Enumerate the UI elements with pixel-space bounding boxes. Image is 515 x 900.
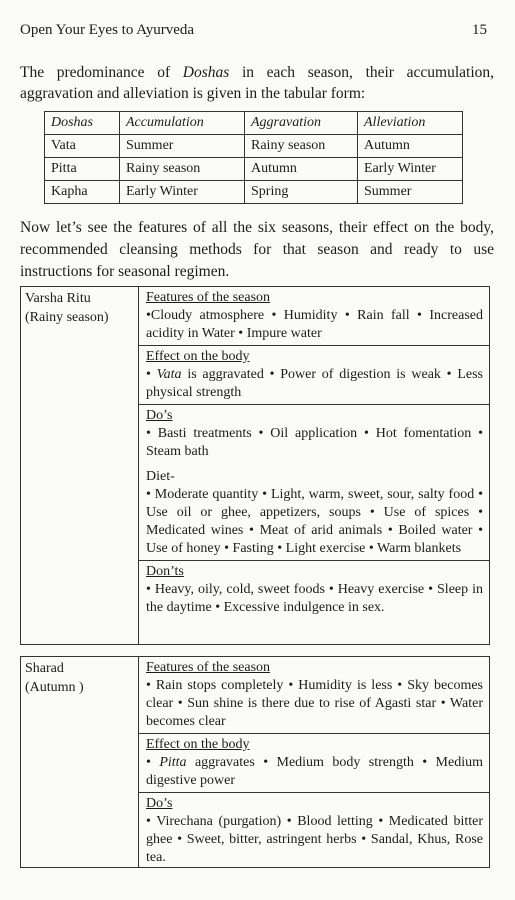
table-cell: Vata — [45, 135, 120, 158]
features-heading: Features of the season — [146, 660, 271, 675]
table-cell: Autumn — [245, 158, 358, 181]
dos-text: • Virechana (purgation) • Blood letting • Medicated bitter ghee • Sweet, bitter, astringent herbs • Sandal, Khus, Rose tea. — [146, 814, 483, 865]
season-name — [21, 287, 139, 644]
seasons-intro-paragraph: Now let’s see the features of all the six seasons, their effect on the body, recommended cleansing methods for that season and ready to use instructions for seasonal regimen. — [20, 219, 494, 280]
effect-dosha-term: Pitta — [159, 755, 187, 770]
dos-cell — [139, 405, 489, 560]
table-cell: Spring — [245, 181, 358, 204]
table-cell: Pitta — [45, 158, 120, 181]
intro-text-start: The predominance of — [20, 64, 183, 81]
season-details — [139, 657, 489, 867]
intro-paragraph — [20, 62, 494, 104]
effect-cell — [139, 734, 489, 793]
season-details — [139, 287, 489, 644]
intro-italic-term: Doshas — [182, 64, 230, 81]
table-cell: Rainy season — [120, 158, 245, 181]
dos-heading: Do’s — [146, 796, 173, 811]
effect-heading: Effect on the body — [146, 737, 250, 752]
dosha-season-table — [44, 111, 463, 204]
effect-bullet: • — [146, 755, 160, 770]
season-name-line2: (Autumn ) — [25, 680, 84, 695]
book-title: Open Your Eyes to Ayurveda — [20, 22, 195, 38]
features-text: • Rain stops completely • Humidity is less • Sky becomes clear • Sun shine is there due to rise of Agasti star • Water becomes clear — [146, 678, 483, 729]
season-name-line1: Sharad — [25, 661, 64, 676]
features-cell — [139, 657, 489, 734]
season-block-varsha — [20, 286, 490, 645]
effect-cell — [139, 346, 489, 405]
season-name-line2: (Rainy season) — [25, 310, 109, 325]
table-cell: Early Winter — [120, 181, 245, 204]
features-text: •Cloudy atmosphere • Humidity • Rain fall • Increased acidity in Water • Impure water — [146, 308, 483, 341]
effect-dosha-term: Vata — [156, 367, 182, 382]
dos-text: • Basti treatments • Oil application • Hot fomentation • Steam bath — [146, 426, 483, 459]
table-cell: Kapha — [45, 181, 120, 204]
table-cell: Summer — [358, 181, 463, 204]
effect-text — [146, 754, 483, 790]
season-name-line1: Varsha Ritu — [25, 291, 91, 306]
effect-bullet: • — [146, 367, 157, 382]
effect-description: aggravates • Medium body strength • Medium digestive power — [146, 755, 483, 788]
page-number: 15 — [472, 22, 487, 38]
effect-description: is aggravated • Power of digestion is weak • Less physical strength — [146, 367, 483, 400]
dos-cell — [139, 793, 489, 869]
donts-heading: Don’ts — [146, 564, 184, 579]
col-header-accumulation: Accumulation — [120, 112, 245, 135]
effect-text — [146, 366, 483, 402]
table-row — [45, 135, 463, 158]
running-header — [20, 22, 487, 39]
table-cell: Autumn — [358, 135, 463, 158]
table-row — [45, 181, 463, 204]
col-header-aggravation: Aggravation — [245, 112, 358, 135]
donts-cell — [139, 560, 489, 619]
col-header-alleviation: Alleviation — [358, 112, 463, 135]
table-row — [45, 158, 463, 181]
table-cell: Rainy season — [245, 135, 358, 158]
features-heading: Features of the season — [146, 290, 271, 305]
dos-heading: Do’s — [146, 408, 173, 423]
diet-heading: Diet- — [146, 469, 175, 484]
col-header-doshas: Doshas — [45, 112, 120, 135]
table-cell: Early Winter — [358, 158, 463, 181]
table-cell: Summer — [120, 135, 245, 158]
intro-text-end: in each season, their accumulation, aggravation and alleviation is given in the tabular form: — [20, 64, 494, 102]
features-cell — [139, 287, 489, 346]
donts-text: • Heavy, oily, cold, sweet foods • Heavy exercise • Sleep in the daytime • Excessive indulgence in sex. — [146, 582, 483, 615]
season-block-sharad — [20, 656, 490, 868]
diet-text: • Moderate quantity • Light, warm, sweet, sour, salty food • Use oil or ghee, appetizers, soups • Use of spices • Medicated wines • Meat of arid animals • Boiled water • Use of honey • Fasting • Light exercise • Warm blankets — [146, 487, 483, 556]
season-name — [21, 657, 139, 867]
effect-heading: Effect on the body — [146, 349, 250, 364]
table-header-row — [45, 112, 463, 135]
